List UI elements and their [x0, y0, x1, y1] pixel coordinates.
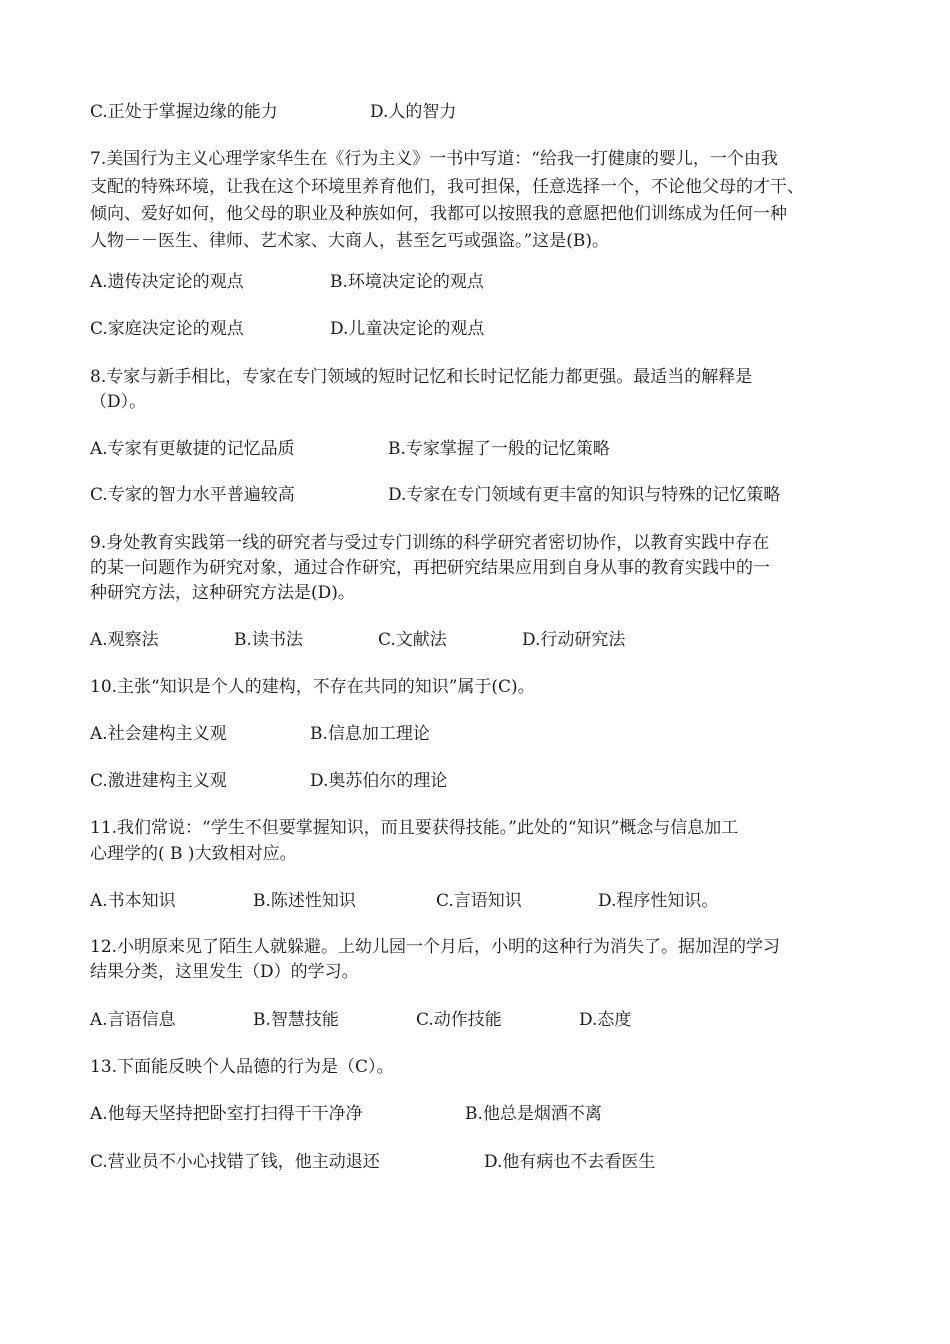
- question-text-line: （D）。: [90, 392, 147, 412]
- question-text-line: 结果分类，这里发生（D）的学习。: [90, 962, 359, 982]
- option-b: B.读书法: [234, 630, 303, 650]
- option-b: B.信息加工理论: [310, 724, 430, 744]
- question-text-line: 11.我们常说：“学生不但要掌握知识，而且要获得技能。”此处的“知识”概念与信息加工: [90, 818, 739, 838]
- option-d: D.人的智力: [370, 102, 457, 122]
- option-d: D.专家在专门领域有更丰富的知识与特殊的记忆策略: [388, 485, 781, 505]
- option-d: D.儿童决定论的观点: [330, 319, 485, 339]
- question-text-line: 7.美国行为主义心理学家华生在《行为主义》一书中写道：“给我一打健康的婴儿，一个由我: [90, 149, 778, 169]
- question-text-line: 13.下面能反映个人品德的行为是（C）。: [90, 1057, 394, 1077]
- option-a: A.言语信息: [90, 1010, 176, 1030]
- option-b: B.陈述性知识: [253, 891, 356, 911]
- option-a: A.专家有更敏捷的记忆品质: [90, 439, 295, 459]
- option-b: B.环境决定论的观点: [330, 272, 484, 292]
- option-c: C.动作技能: [416, 1010, 502, 1030]
- option-d: D.他有病也不去看医生: [484, 1152, 656, 1172]
- option-c: C.言语知识: [436, 891, 522, 911]
- question-text-line: 支配的特殊环境，让我在这个环境里养育他们，我可担保，任意选择一个，不论他父母的才干、: [90, 177, 804, 197]
- option-a: A.观察法: [90, 630, 159, 650]
- question-text-line: 人物－－医生、律师、艺术家、大商人，甚至乞丐或强盗。”这是(B)。: [90, 231, 609, 251]
- question-text-line: 10.主张“知识是个人的建构，不存在共同的知识”属于(C)。: [90, 677, 535, 697]
- option-c: C.激进建构主义观: [90, 771, 227, 791]
- option-a: A.他每天坚持把卧室打扫得干干净净: [90, 1104, 363, 1124]
- option-c: C.文献法: [378, 630, 447, 650]
- option-d: D.奥苏伯尔的理论: [310, 771, 448, 791]
- option-d: D.行动研究法: [522, 630, 626, 650]
- option-d: D.程序性知识。: [598, 891, 719, 911]
- question-text-line: 心理学的( B )大致相对应。: [90, 844, 297, 864]
- option-c: C.正处于掌握边缘的能力: [90, 102, 278, 122]
- option-a: A.书本知识: [90, 891, 176, 911]
- option-c: C.专家的智力水平普遍较高: [90, 485, 295, 505]
- question-text-line: 8.专家与新手相比，专家在专门领域的短时记忆和长时记忆能力都更强。最适当的解释是: [90, 367, 753, 387]
- option-a: A.遗传决定论的观点: [90, 272, 244, 292]
- question-text-line: 9.身处教育实践第一线的研究者与受过专门训练的科学研究者密切协作，以教育实践中存在: [90, 533, 770, 553]
- option-b: B.智慧技能: [253, 1010, 339, 1030]
- option-c: C.家庭决定论的观点: [90, 319, 244, 339]
- option-c: C.营业员不小心找错了钱，他主动退还: [90, 1152, 380, 1172]
- option-a: A.社会建构主义观: [90, 724, 227, 744]
- question-text-line: 的某一问题作为研究对象，通过合作研究，再把研究结果应用到自身从事的教育实践中的一: [90, 558, 770, 578]
- option-b: B.他总是烟酒不离: [465, 1104, 602, 1124]
- question-text-line: 12.小明原来见了陌生人就躲避。上幼儿园一个月后，小明的这种行为消失了。据加涅的学习: [90, 937, 781, 957]
- question-text-line: 倾向、爱好如何，他父母的职业及种族如何，我都可以按照我的意愿把他们训练成为任何一种: [90, 204, 787, 224]
- question-text-line: 种研究方法，这种研究方法是(D)。: [90, 583, 355, 603]
- option-b: B.专家掌握了一般的记忆策略: [388, 439, 610, 459]
- option-d: D.态度: [579, 1010, 632, 1030]
